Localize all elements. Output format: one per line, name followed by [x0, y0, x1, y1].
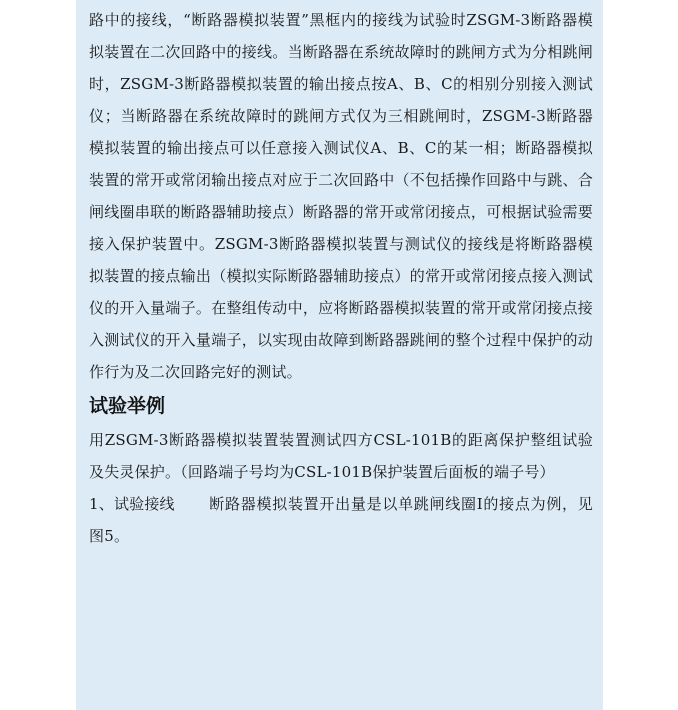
- document-body: [89, 4, 593, 552]
- step-label: 1、试验接线: [89, 495, 175, 513]
- test-wiring-step: [89, 488, 593, 552]
- section-heading: 试验举例: [89, 395, 166, 417]
- example-intro-paragraph: 用ZSGM-3断路器模拟装置装置测试四方CSL-101B的距离保护整组试验及失灵保护。（回路端子号均为CSL-101B保护装置后面板的端子号）: [89, 431, 593, 481]
- wiring-description-paragraph: 路中的接线，“断路器模拟装置”黑框内的接线为试验时ZSGM-3断路器模拟装置在二次回路中的接线。当断路器在系统故障时的跳闸方式为分相跳闸时，ZSGM-3断路器模拟装置的输出接点按A、B、C的相别分别接入测试仪；当断路器在系统故障时的跳闸方式仅为三相跳闸时，ZSGM-3断路器模拟装置的输出接点可以任意接入测试仪A、B、C的某一相；断路器模拟装置的常开或常闭输出接点对应于二次回路中（不包括操作回路中与跳、合闸线圈串联的断路器辅助接点）断路器的常开或常闭接点，可根据试验需要接入保护装置中。ZSGM-3断路器模拟装置与测试仪的接线是将断路器模拟装置的接点输出（模拟实际断路器辅助接点）的常开或常闭接点接入测试仪的开入量端子。在整组传动中，应将断路器模拟装置的常开或常闭接点接入测试仪的开入量端子，以实现由故障到断路器跳闸的整个过程中保护的动作行为及二次回路完好的测试。: [89, 11, 593, 381]
- step-text: 断路器模拟装置开出量是以单跳闸线圈Ⅰ的接点为例，见图5。: [89, 495, 593, 545]
